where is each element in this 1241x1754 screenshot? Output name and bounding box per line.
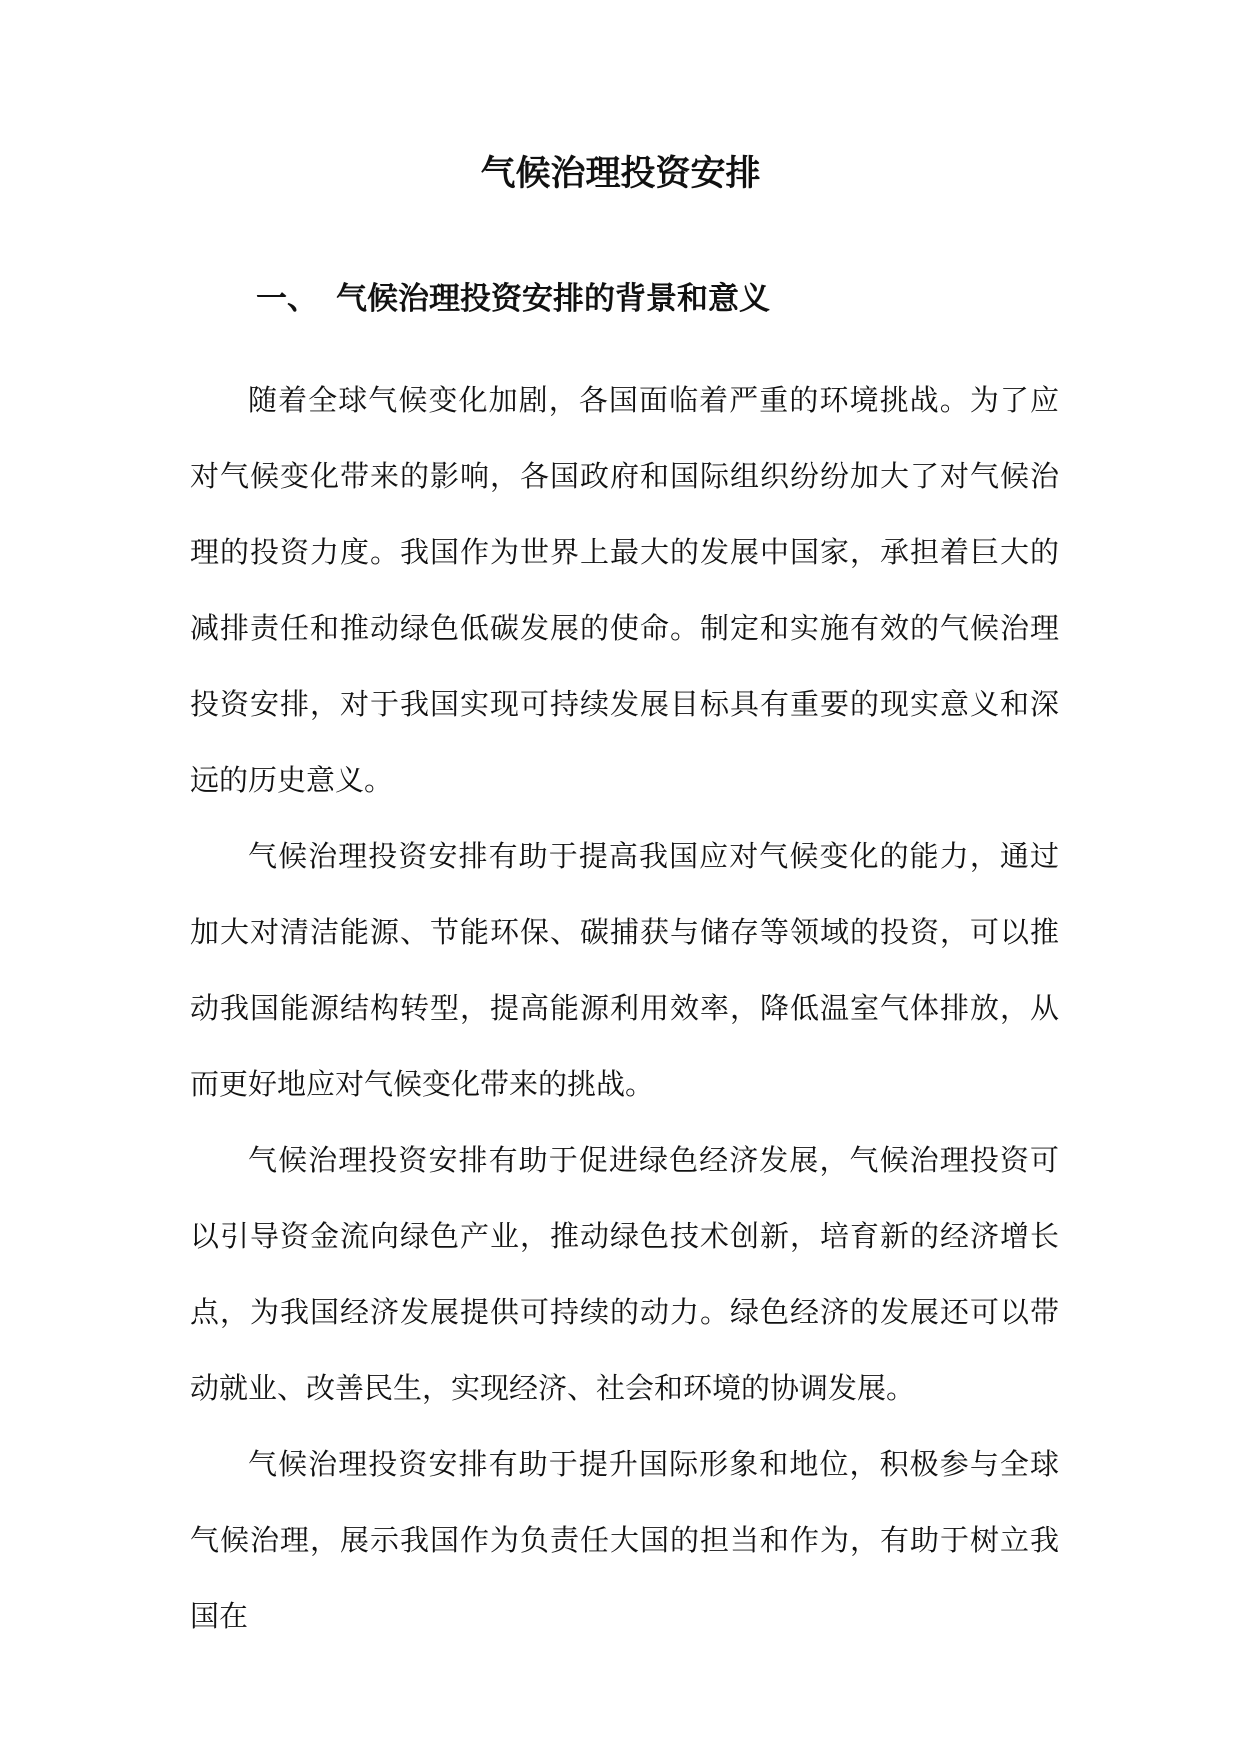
section-title: 气候治理投资安排的背景和意义 xyxy=(336,281,770,317)
section-heading xyxy=(256,276,770,322)
section-number: 一、 xyxy=(256,281,318,317)
document-title: 气候治理投资安排 xyxy=(480,153,761,194)
body-text xyxy=(190,362,1059,1654)
paragraph: 气候治理投资安排有助于促进绿色经济发展，气候治理投资可以引导资金流向绿色产业，推动绿色技术创新，培育新的经济增长点，为我国经济发展提供可持续的动力。绿色经济的发展还可以带动就业、改善民生，实现经济、社会和环境的协调发展。 xyxy=(190,1143,1059,1405)
paragraph: 气候治理投资安排有助于提升国际形象和地位，积极参与全球气候治理，展示我国作为负责任大国的担当和作为，有助于树立我国在 xyxy=(190,1447,1059,1633)
paragraph: 随着全球气候变化加剧，各国面临着严重的环境挑战。为了应对气候变化带来的影响，各国政府和国际组织纷纷加大了对气候治理的投资力度。我国作为世界上最大的发展中国家，承担着巨大的减排责任和推动绿色低碳发展的使命。制定和实施有效的气候治理投资安排，对于我国实现可持续发展目标具有重要的现实意义和深远的历史意义。 xyxy=(190,383,1059,797)
paragraph: 气候治理投资安排有助于提高我国应对气候变化的能力，通过加大对清洁能源、节能环保、碳捕获与储存等领域的投资，可以推动我国能源结构转型，提高能源利用效率，降低温室气体排放，从而更好地应对气候变化带来的挑战。 xyxy=(190,839,1059,1101)
